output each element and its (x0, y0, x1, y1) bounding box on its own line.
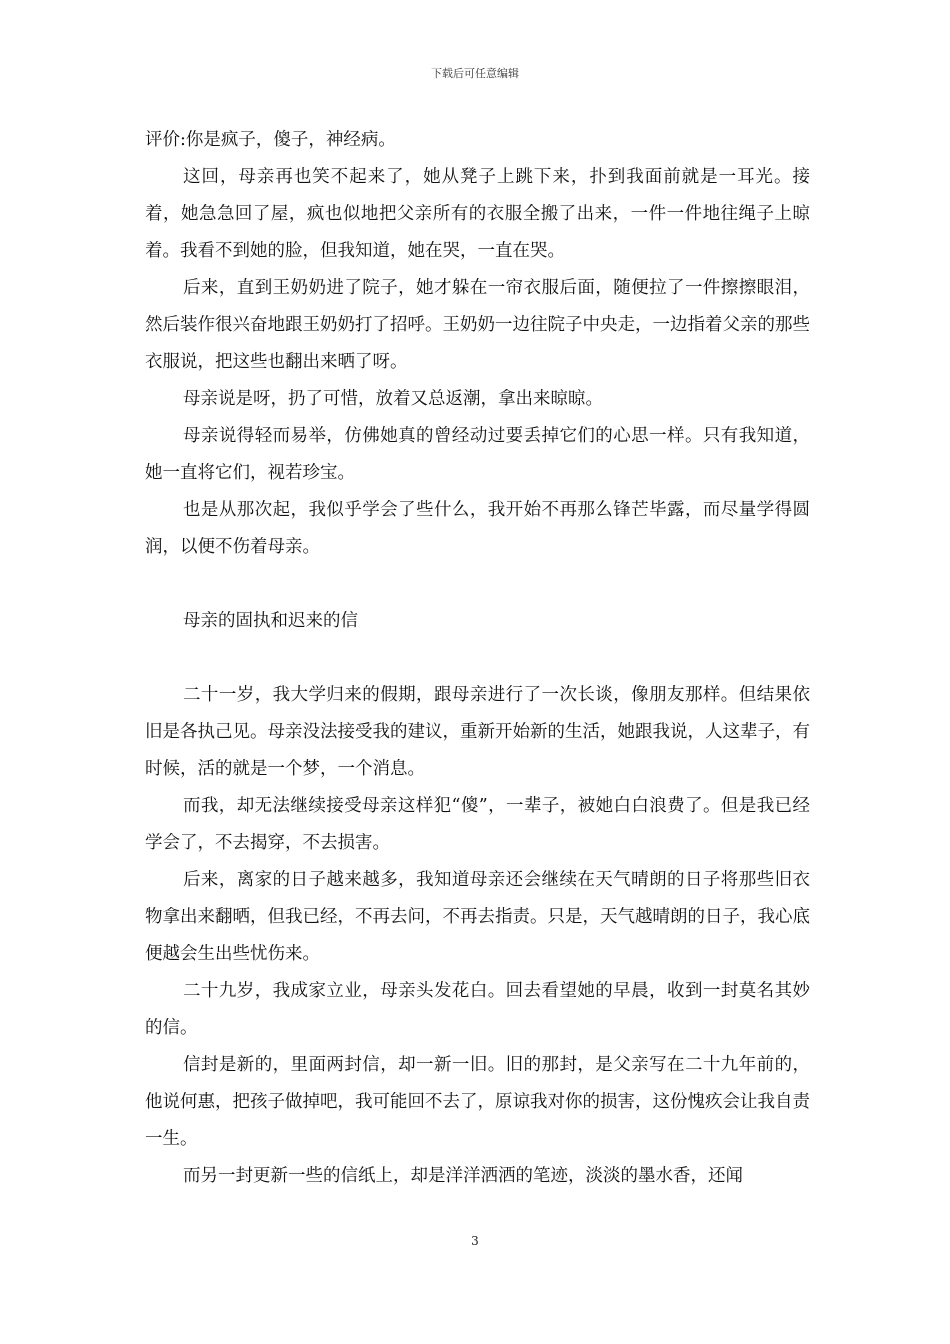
paragraph: 信封是新的，里面两封信，却一新一旧。旧的那封，是父亲写在二十九年前的，他说何惠，把孩子做掉吧，我可能回不去了，原谅我对你的损害，这份愧疚会让我自责一生。 (145, 1055, 810, 1149)
section-heading: 母亲的固执和迟来的信 (183, 611, 358, 631)
document-body (145, 122, 810, 1195)
paragraph: 后来，离家的日子越来越多，我知道母亲还会继续在天气晴朗的日子将那些旧衣物拿出来翻晒，但我已经，不再去问，不再去指责。只是，天气越晴朗的日子，我心底便越会生出些忧伤来。 (145, 870, 810, 964)
spacer (145, 640, 810, 677)
paragraph: 也是从那次起，我似乎学会了些什么，我开始不再那么锋芒毕露，而尽量学得圆润，以便不伤着母亲。 (145, 500, 810, 557)
spacer (145, 566, 810, 603)
paragraph: 母亲说得轻而易举，仿佛她真的曾经动过要丢掉它们的心思一样。只有我知道，她一直将它们，视若珍宝。 (145, 426, 810, 483)
page-number: 3 (471, 1234, 479, 1248)
paragraph: 而我，却无法继续接受母亲这样犯“傻”，一辈子，被她白白浪费了。但是我已经学会了，不去揭穿，不去损害。 (145, 796, 810, 853)
paragraph: 而另一封更新一些的信纸上，却是洋洋洒洒的笔迹，淡淡的墨水香，还闻 (183, 1166, 743, 1186)
paragraph: 这回，母亲再也笑不起来了，她从凳子上跳下来，扑到我面前就是一耳光。接着，她急急回了屋，疯也似地把父亲所有的衣服全搬了出来，一件一件地往绳子上晾着。我看不到她的脸，但我知道，她在哭，一直在哭。 (145, 167, 810, 261)
paragraph: 母亲说是呀，扔了可惜，放着又总返潮，拿出来晾晾。 (183, 389, 603, 409)
paragraph: 后来，直到王奶奶进了院子，她才躲在一帘衣服后面，随便拉了一件擦擦眼泪，然后装作很兴奋地跟王奶奶打了招呼。王奶奶一边往院子中央走，一边指着父亲的那些衣服说，把这些也翻出来晒了呀。 (145, 278, 810, 372)
paragraph: 二十九岁，我成家立业，母亲头发花白。回去看望她的早晨，收到一封莫名其妙的信。 (145, 981, 810, 1038)
page-header: 下载后可任意编辑 (431, 67, 519, 80)
paragraph: 二十一岁，我大学归来的假期，跟母亲进行了一次长谈，像朋友那样。但结果依旧是各执己见。母亲没法接受我的建议，重新开始新的生活，她跟我说，人这辈子，有时候，活的就是一个梦，一个消息。 (145, 685, 810, 779)
paragraph: 评价:你是疯子，傻子，神经病。 (145, 130, 396, 150)
